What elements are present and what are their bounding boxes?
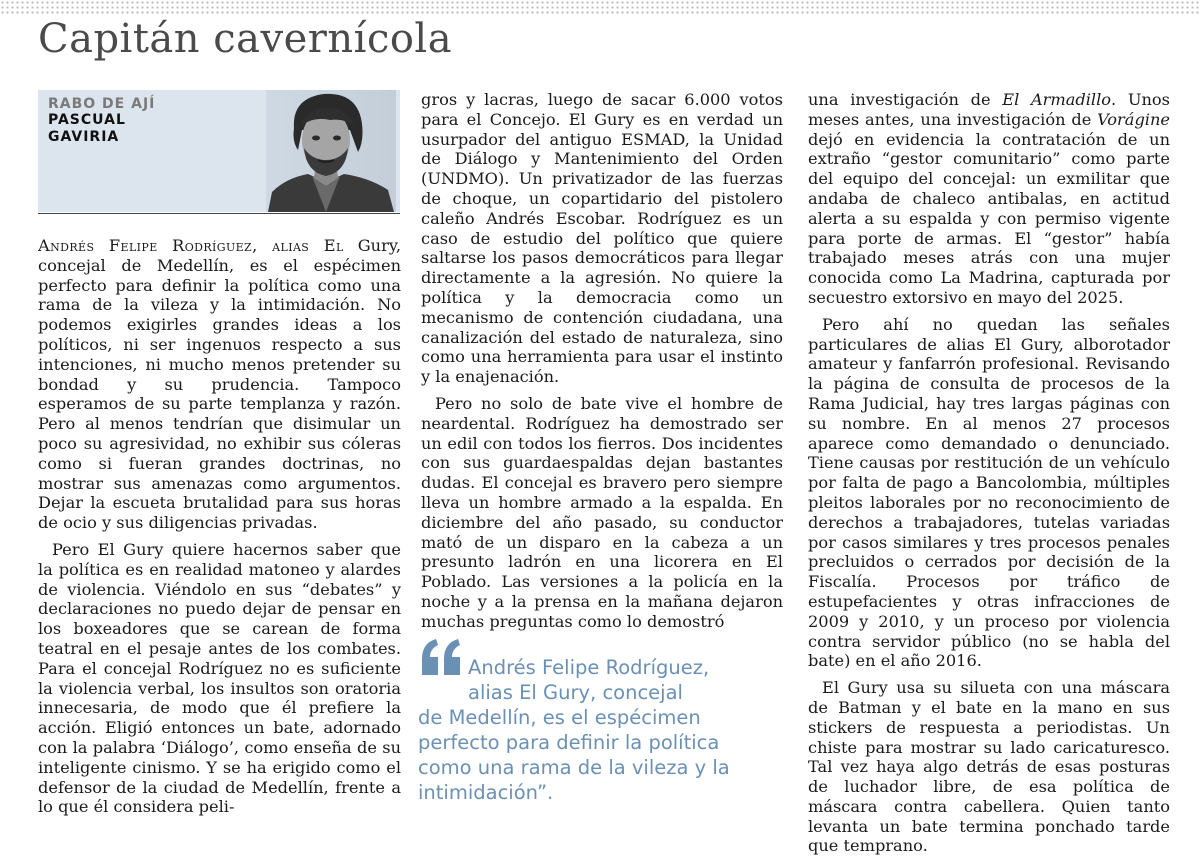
article-column-3 [808, 90, 1170, 856]
article-column-1 [38, 236, 401, 817]
pull-quote-line: alias El Gury, concejal [468, 681, 683, 704]
author-portrait [266, 90, 396, 212]
dotted-top-border [0, 0, 1200, 14]
pull-quote-text [418, 655, 786, 805]
publication-name: El Armadillo [1002, 90, 1112, 109]
paragraph [808, 90, 1170, 308]
author-first-name: PASCUAL [48, 112, 126, 128]
pull-quote-line: perfecto para definir la política [418, 731, 720, 754]
byline-rule [38, 213, 400, 214]
paragraph-text: dejó en evidencia la contratación de un extraño “gestor comunitario” como parte del equipo del concejal: un exmilitar que andaba de chaleco antibalas, en actitud alerta a su espalda y con permiso vigente para porte de armas. El “gestor” había trabajado meses atrás con una mujer conocida como La Madrina, capturada por secuestro extorsivo en mayo del 2025. [808, 129, 1170, 307]
pull-quote-line: Andrés Felipe Rodríguez, [468, 656, 710, 679]
pull-quote-line: de Medellín, es el espécimen [418, 706, 701, 729]
paragraph: gros y lacras, luego de sacar 6.000 votos para el Concejo. El Gury es en verdad un usurpador del antiguo ESMAD, la Unidad de Diálogo y Mantenimiento del Orden (UNDMO). Un privatizador de las fuerzas de choque, un copartidario del pistolero caleño Andrés Escobar. Rodríguez es un caso de estudio del político que quiere saltarse los pasos democráticos para llegar directamente a la agresión. No quiere la política y la democracia como un mecanismo de contención ciudadana, una canalización del estado de naturaleza, sino como una herramienta para usar el instinto y la enajenación. [421, 90, 783, 387]
paragraph: El Gury usa su silueta con una máscara de Batman y el bate en la mano en sus stickers de respuesta a periodistas. Un chiste para mostrar su lado caricaturesco. Tal vez haya algo detrás de esas posturas de luchador libre, de esa política de máscara contra cabellera. Quien tanto levanta un bate termina ponchado tarde que temprano. [808, 678, 1170, 856]
paragraph-text: una investigación de [808, 90, 1003, 109]
lead-in: Andrés Felipe Rodríguez, alias El [38, 236, 344, 255]
paragraph [38, 236, 401, 533]
paragraph: Pero El Gury quiere hacernos saber que la política es en realidad matoneo y alardes de violencia. Viéndolo en sus “debates” y declaraciones no puedo dejar de pensar en los boxeadores que se carean de forma teatral en el pesaje antes de los combates. Para el concejal Rodríguez no es suficiente la violencia verbal, los insultos son oratoria innecesaria, de modo que él prefiere la acción. Eligió entonces un bate, adornado con la palabra ‘Diálogo’, como enseña de su inteligente cinismo. Y se ha erigido como el defensor de la ciudad de Medellín, frente a lo que él considera peli- [38, 539, 401, 817]
author-last-name: GAVIRIA [48, 129, 120, 145]
publication-name: Vorágine [1097, 109, 1170, 129]
pull-quote-line: como una rama de la vileza y la [418, 756, 730, 779]
page-title: Capitán cavernícola [38, 16, 453, 62]
column-section-name: RABO DE AJÍ [48, 96, 156, 112]
pull-quote [418, 637, 786, 827]
byline-box [38, 90, 400, 212]
paragraph-text: . Unos meses antes, una investigación de [808, 90, 1170, 129]
author-name [48, 112, 168, 146]
paragraph-text: Gury, concejal de Medellín, es el espécimen perfecto para definir la política como una rama de la vileza y la intimidación. No podemos exigirles grandes ideas a los políticos, ni ser ingenuos respecto a sus intenciones, ni mucho menos pretender su bondad y su prudencia. Tampoco esperamos de su parte templanza y razón. Pero al menos tendrían que disimular un poco su agresividad, no exhibir sus cóleras como si fueran grandes doctrinas, no mostrar sus amenazas como argumentos. Dejar la escueta brutalidad para sus horas de ocio y sus diligencias privadas. [38, 236, 401, 533]
paragraph: Pero no solo de bate vive el hombre de neardental. Rodríguez ha demostrado ser un edil con todos los fierros. Dos incidentes con sus guardaespaldas dejan bastantes dudas. El concejal es bravero pero siempre lleva un hombre armado a la espalda. En diciembre del año pasado, su conductor mató de un disparo en la cabeza a un presunto ladrón en una licorera en El Poblado. Las versiones a la policía en la noche y a la prensa en la mañana dejaron muchas preguntas como lo demostró [421, 393, 783, 631]
article-column-2 [421, 90, 783, 632]
paragraph: Pero ahí no quedan las señales particulares de alias El Gury, alborotador amateur y fanfarrón profesional. Revisando la página de consulta de procesos de la Rama Judicial, hay tres largas páginas con su nombre. En al menos 27 procesos aparece como demandado o denunciado. Tiene causas por restitución de un vehículo por falta de pago a Bancolombia, múltiples pleitos laborales por no reconocimiento de derechos a trabajadores, tutelas variadas por casos similares y tres procesos penales precluidos o cerrados por decisión de la Fiscalía. Procesos por tráfico de estupefacientes y otras infracciones de 2009 y 2010, y un proceso por violencia contra servidor público (no se habla del bate) en el año 2016. [808, 314, 1170, 671]
pull-quote-line: intimidación”. [418, 781, 554, 804]
